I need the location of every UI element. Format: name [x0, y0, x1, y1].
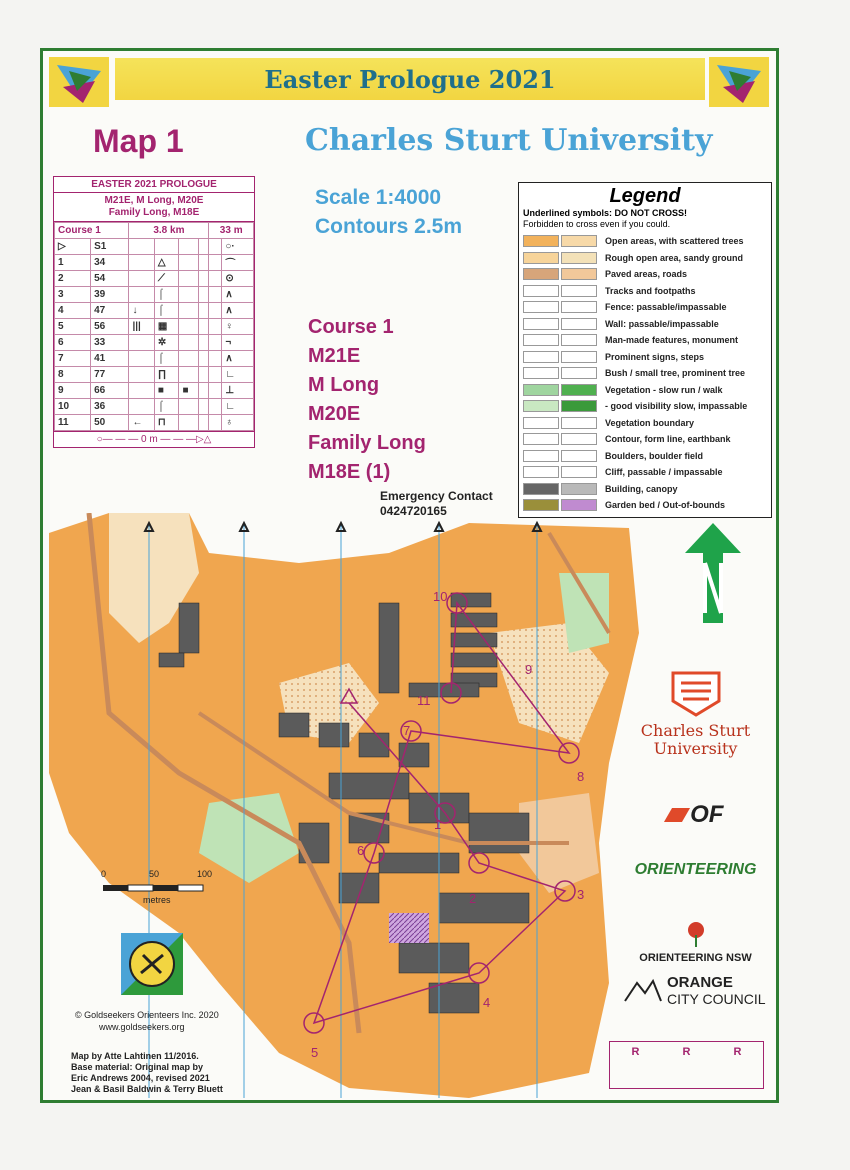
- scale-info: [315, 183, 462, 241]
- club-logo-icon: [121, 933, 183, 995]
- iof-text: OF: [690, 801, 724, 828]
- course-length: 3.8 km: [129, 223, 209, 239]
- council-mountain-icon: [623, 975, 663, 1005]
- table-row: [55, 271, 254, 287]
- legend-swatch: [523, 466, 559, 478]
- map-legend: [518, 182, 772, 518]
- legend-label: Open areas, with scattered trees: [605, 236, 744, 247]
- symbol-icon: ∧: [222, 287, 254, 303]
- waratah-icon: [684, 921, 708, 947]
- symbol-icon: ⊥: [222, 383, 254, 399]
- scale-tick: 100: [197, 869, 213, 879]
- symbol-icon: ↓: [129, 303, 154, 319]
- symbol-icon: ⌠: [154, 351, 179, 367]
- table-row: [55, 383, 254, 399]
- legend-item: [519, 448, 771, 465]
- map-credits: [71, 1051, 223, 1095]
- copyright-url: www.goldseekers.org: [99, 1022, 185, 1032]
- class-name: M Long: [308, 374, 380, 396]
- legend-title: Legend: [609, 185, 681, 207]
- symbol-icon: ⌒: [222, 255, 254, 271]
- control-code: 36: [91, 399, 129, 415]
- legend-swatch: [523, 483, 559, 495]
- control-number-3: 3: [577, 887, 585, 902]
- legend-swatch: [561, 318, 597, 330]
- control-number-7: 7: [403, 723, 411, 738]
- symbol-icon: ∧: [222, 303, 254, 319]
- event-title: Easter Prologue 2021: [264, 64, 556, 94]
- legend-swatch: [523, 252, 559, 264]
- legend-item: [519, 299, 771, 316]
- legend-swatch: [561, 334, 597, 346]
- course-climb: 33 m: [209, 223, 254, 239]
- control-code: 50: [91, 415, 129, 431]
- control-num: 5: [55, 319, 91, 335]
- csu-logo: [613, 671, 778, 758]
- legend-item: [519, 332, 771, 349]
- legend-swatch: [561, 367, 597, 379]
- credit-line: Base material: Original map by: [71, 1062, 204, 1072]
- control-number-11: 11: [417, 693, 431, 708]
- finish-distance: 0 m: [140, 434, 158, 445]
- map-number: Map 1: [93, 123, 184, 159]
- legend-label: Vegetation boundary: [605, 417, 695, 428]
- copyright-block: [75, 1009, 219, 1033]
- legend-swatch: [523, 285, 559, 297]
- scale-unit: metres: [143, 895, 171, 905]
- course-name: Course 1: [308, 316, 394, 338]
- csu-name: Charles Sturt: [640, 721, 751, 740]
- legend-rows: [519, 233, 771, 514]
- legend-swatch: [561, 384, 597, 396]
- legend-swatch: [523, 334, 559, 346]
- control-number-8: 8: [577, 769, 585, 784]
- credit-line: Eric Andrews 2004, revised 2021: [71, 1073, 210, 1083]
- control-num: 11: [55, 415, 91, 431]
- control-code: 77: [91, 367, 129, 383]
- restricted-marks: [609, 1041, 764, 1089]
- legend-warning: Forbidden to cross even if you could.: [523, 219, 671, 229]
- council-name: CITY COUNCIL: [667, 991, 766, 1007]
- control-num: 10: [55, 399, 91, 415]
- control-num: 1: [55, 255, 91, 271]
- symbol-icon: △: [154, 255, 179, 271]
- control-num: 7: [55, 351, 91, 367]
- legend-swatch: [523, 235, 559, 247]
- descriptions-header: EASTER 2021 PROLOGUE: [54, 177, 254, 193]
- legend-swatch: [561, 351, 597, 363]
- legend-swatch: [561, 466, 597, 478]
- iof-logo: [613, 801, 778, 829]
- map-sheet: [40, 48, 779, 1103]
- table-row: [55, 367, 254, 383]
- credit-line: Map by Atte Lahtinen 11/2016.: [71, 1051, 199, 1061]
- symbol-icon: ⌠: [154, 287, 179, 303]
- csu-shield-icon: [671, 671, 721, 717]
- orange-council-logo: [613, 975, 788, 1007]
- control-code: 33: [91, 335, 129, 351]
- control-num: 6: [55, 335, 91, 351]
- orienteering-nsw-logo: [613, 921, 778, 964]
- symbol-icon: ▦: [154, 319, 179, 335]
- legend-item: [519, 349, 771, 366]
- legend-swatch: [561, 417, 597, 429]
- r-mark: R: [682, 1046, 691, 1058]
- legend-swatch: [523, 318, 559, 330]
- legend-item: [519, 398, 771, 415]
- legend-item: [519, 464, 771, 481]
- legend-swatch: [561, 301, 597, 313]
- legend-item: [519, 233, 771, 250]
- symbol-icon: ∟: [222, 399, 254, 415]
- start-code: S1: [91, 239, 129, 255]
- control-code: 54: [91, 271, 129, 287]
- legend-label: Man-made features, monument: [605, 335, 739, 346]
- legend-swatch: [523, 268, 559, 280]
- control-num: 3: [55, 287, 91, 303]
- table-row: [55, 415, 254, 431]
- symbol-icon: ✲: [154, 335, 179, 351]
- scale-tick: 0: [101, 869, 107, 879]
- legend-warning: Underlined symbols: DO NOT CROSS!: [523, 208, 688, 218]
- course-info-row: [55, 223, 254, 239]
- finish-row: ○— — — 0 m — — —▷△: [54, 431, 254, 447]
- table-row: [55, 335, 254, 351]
- legend-item: [519, 497, 771, 514]
- descriptions-table: [54, 222, 254, 431]
- symbol-icon: ←: [129, 415, 154, 431]
- legend-swatch: [561, 252, 597, 264]
- class-name: M18E (1): [308, 461, 391, 483]
- symbol-icon: ⌠: [154, 399, 179, 415]
- event-logo-right: [709, 57, 769, 107]
- r-mark: R: [631, 1046, 640, 1058]
- orienteering-nsw-text: ORIENTEERING NSW: [639, 952, 752, 964]
- legend-swatch: [523, 367, 559, 379]
- start-row: [55, 239, 254, 255]
- out-of-bounds: [389, 913, 429, 943]
- legend-label: Wall: passable/impassable: [605, 318, 719, 329]
- legend-label: Vegetation - slow run / walk: [605, 384, 723, 395]
- class-name: Family Long: [308, 432, 426, 454]
- control-code: 41: [91, 351, 129, 367]
- symbol-icon: ⟋: [154, 271, 179, 287]
- title-banner: [115, 58, 705, 100]
- legend-item: [519, 365, 771, 382]
- table-row: [55, 255, 254, 271]
- legend-swatch: [523, 499, 559, 511]
- symbol-icon: |||: [129, 319, 154, 335]
- course-list: [308, 313, 426, 487]
- descriptions-classes: [54, 193, 254, 222]
- venue-title: Charles Sturt University: [305, 123, 713, 158]
- control-num: 8: [55, 367, 91, 383]
- control-number-1: 1: [434, 817, 442, 832]
- control-number-4: 4: [483, 995, 491, 1010]
- emergency-label: Emergency Contact: [380, 489, 493, 503]
- legend-swatch: [523, 433, 559, 445]
- legend-item: [519, 266, 771, 283]
- symbol-icon: ⊙: [222, 271, 254, 287]
- legend-swatch: [523, 384, 559, 396]
- control-code: 56: [91, 319, 129, 335]
- control-number-9: 9: [525, 662, 533, 677]
- legend-label: Bush / small tree, prominent tree: [605, 368, 746, 379]
- legend-label: Tracks and footpaths: [605, 285, 696, 296]
- credit-line: Jean & Basil Baldwin & Terry Bluett: [71, 1084, 223, 1094]
- iof-swoosh-icon: [664, 808, 690, 822]
- symbol-icon: ∟: [222, 367, 254, 383]
- symbol-icon: ∏: [154, 367, 179, 383]
- r-mark: R: [733, 1046, 742, 1058]
- symbol-icon: ■: [179, 383, 199, 399]
- legend-item: [519, 382, 771, 399]
- legend-swatch: [561, 433, 597, 445]
- control-number-2: 2: [469, 891, 477, 906]
- control-num: 9: [55, 383, 91, 399]
- symbol-icon: ⊓: [154, 415, 179, 431]
- course-label: Course 1: [55, 223, 129, 239]
- legend-label: Garden bed / Out-of-bounds: [605, 500, 725, 511]
- scale-bar: [101, 869, 213, 905]
- legend-swatch: [523, 400, 559, 412]
- legend-label: Building, canopy: [605, 483, 678, 494]
- control-number-6: 6: [357, 843, 365, 858]
- control-number-10: 10: [433, 589, 448, 604]
- control-code: 34: [91, 255, 129, 271]
- council-name: ORANGE: [667, 974, 733, 991]
- legend-swatch: [523, 450, 559, 462]
- legend-swatch: [561, 285, 597, 297]
- legend-label: Paved areas, roads: [605, 269, 688, 280]
- classes-line: Family Long, M18E: [108, 207, 200, 218]
- legend-label: Fence: passable/impassable: [605, 302, 727, 313]
- legend-swatch: [561, 268, 597, 280]
- control-code: 39: [91, 287, 129, 303]
- legend-swatch: [561, 499, 597, 511]
- symbol-icon: ♀: [222, 319, 254, 335]
- legend-swatch: [561, 400, 597, 412]
- event-logo-left: [49, 57, 109, 107]
- legend-swatch: [561, 235, 597, 247]
- control-number-5: 5: [311, 1045, 319, 1060]
- copyright-line: © Goldseekers Orienteers Inc. 2020: [75, 1010, 219, 1020]
- legend-label: Rough open area, sandy ground: [605, 252, 744, 263]
- legend-label: Prominent signs, steps: [605, 351, 705, 362]
- symbol-icon: ¬: [222, 335, 254, 351]
- legend-swatch: [523, 301, 559, 313]
- orienteering-australia-logo: ORIENTEERING: [634, 861, 757, 878]
- control-code: 66: [91, 383, 129, 399]
- table-row: [55, 319, 254, 335]
- start-symbol-icon: ○·: [222, 239, 254, 255]
- legend-swatch: [523, 351, 559, 363]
- start-triangle-icon: ▷: [55, 239, 91, 255]
- control-code: 47: [91, 303, 129, 319]
- classes-line: M21E, M Long, M20E: [104, 195, 204, 206]
- legend-label: Contour, form line, earthbank: [605, 434, 731, 445]
- legend-item: [519, 283, 771, 300]
- control-descriptions: [53, 176, 255, 448]
- control-num: 2: [55, 271, 91, 287]
- table-row: [55, 399, 254, 415]
- table-row: [55, 303, 254, 319]
- scale-tick: 50: [149, 869, 160, 879]
- emergency-phone: 0424720165: [380, 504, 447, 518]
- table-row: [55, 351, 254, 367]
- scale-text: Scale 1:4000: [315, 186, 442, 209]
- class-name: M21E: [308, 345, 361, 367]
- contour-text: Contours 2.5m: [315, 215, 463, 238]
- legend-item: [519, 431, 771, 448]
- control-num: 4: [55, 303, 91, 319]
- legend-item: [519, 415, 771, 432]
- north-arrow-icon: [683, 523, 743, 623]
- symbol-icon: ■: [154, 383, 179, 399]
- legend-label: - good visibility slow, impassable: [605, 401, 748, 412]
- legend-label: Cliff, passable / impassable: [605, 467, 723, 478]
- csu-name: University: [653, 739, 738, 758]
- symbol-icon: ⌠: [154, 303, 179, 319]
- scale-bar-icon: [103, 881, 213, 895]
- table-row: [55, 287, 254, 303]
- symbol-icon: ∧: [222, 351, 254, 367]
- legend-label: Boulders, boulder field: [605, 450, 704, 461]
- class-name: M20E: [308, 403, 361, 425]
- legend-swatch: [561, 483, 597, 495]
- legend-item: [519, 316, 771, 333]
- symbol-icon: ♁: [222, 415, 254, 431]
- legend-item: [519, 481, 771, 498]
- legend-item: [519, 250, 771, 267]
- legend-swatch: [523, 417, 559, 429]
- legend-swatch: [561, 450, 597, 462]
